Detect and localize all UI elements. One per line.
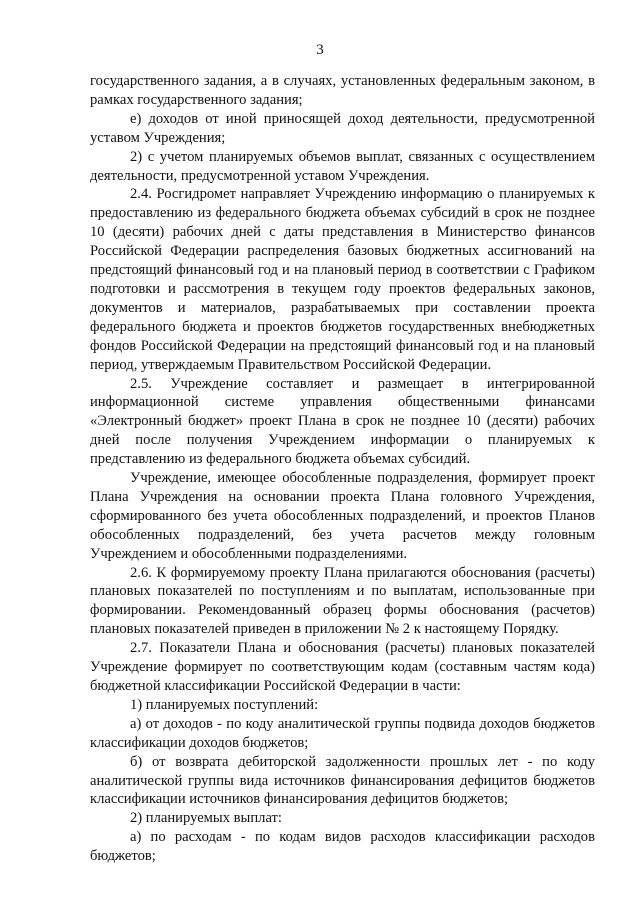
- paragraph-income-other-activity: е) доходов от иной приносящей доход деятельности, предусмотренной уставом Учреждения;: [90, 110, 595, 146]
- paragraph-state-assignment-continuation: государственного задания, а в случаях, установленных федеральным законом, в рамках государственного задания;: [90, 73, 595, 108]
- list-item-receivables-return: б) от возврата дебиторской задолженности прошлых лет - по коду аналитической группы вида источников финансирования дефицитов бюджетов классификации источников финансирования дефицитов бюджетов;: [90, 753, 595, 808]
- paragraph-2-7: 2.7. Показатели Плана и обоснования (расчеты) плановых показателей Учреждение формирует по соответствующим кодам (составным частям кода) бюджетной классификации Российской Федерации в части:: [90, 640, 595, 694]
- list-item-planned-receipts: 1) планируемых поступлений:: [130, 696, 319, 713]
- paragraph-2-6: 2.6. К формируемому проекту Плана прилагаются обоснования (расчеты) плановых показателей по поступлениям и по выплатам, использованные при формировании. Рекомендованный образец формы обоснования (расчетов) плановых показателей приведен в приложении № 2 к настоящему Порядку.: [90, 564, 595, 638]
- paragraph-2-5: 2.5. Учреждение составляет и размещает в интегрированной информационной системе управления общественными финансами «Электронный бюджет» проект Плана в срок не позднее 10 (десяти) рабочих дней после получения Учреждением информации о планируемых к представлению из федерального бюджета объемах субсидий.: [90, 375, 595, 468]
- list-item-income-codes: а) от доходов - по коду аналитической группы подвида доходов бюджетов классификации доходов бюджетов;: [90, 715, 595, 751]
- document-body: [90, 72, 595, 866]
- page-number: 3: [316, 42, 324, 58]
- list-item-expense-codes: а) по расходам - по кодам видов расходов классификации расходов бюджетов;: [90, 829, 595, 865]
- list-item-planned-payments: 2) планируемых выплат:: [130, 810, 282, 827]
- paragraph-2-4: 2.4. Росгидромет направляет Учреждению информацию о планируемых к предоставлению из федерального бюджета объемах субсидий в срок не позднее 10 (десяти) рабочих дней с даты представления в Министерство финансов Российской Федерации распределения базовых бюджетных ассигнований на предстоящий финансовый год и на плановый период в соответствии с Графиком подготовки и рассмотрения в текущем году проектов федеральных законов, документов и материалов, разрабатываемых при составлении проекта федерального бюджета и проектов бюджетов государственных внебюджетных фондов Российской Федерации на предстоящий финансовый год и на плановый период, утверждаемым Правительством Российской Федерации.: [90, 186, 595, 373]
- paragraph-separate-divisions: Учреждение, имеющее обособленные подразделения, формирует проект Плана Учреждения на основании проекта Плана головного Учреждения, сформированного без учета обособленных подразделений, и проектов Планов обособленных подразделений, без учета расчетов между головным Учреждением и обособленными подразделениями.: [90, 470, 595, 562]
- paragraph-planned-payments-activity: 2) с учетом планируемых объемов выплат, связанных с осуществлением деятельности, предусмотренной уставом Учреждения.: [90, 148, 595, 184]
